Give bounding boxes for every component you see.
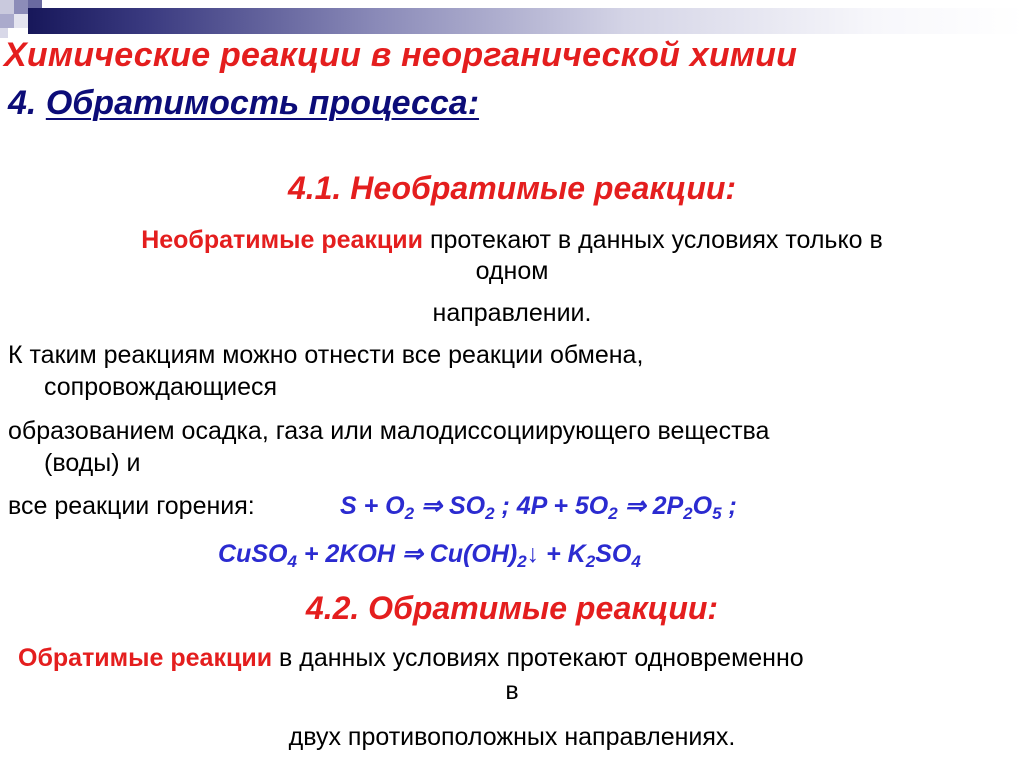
definition-term: Необратимые реакции (141, 226, 424, 254)
paragraph-line-combustion (8, 491, 255, 521)
definition-reversible (18, 643, 804, 673)
section-heading-irreversible: 4.1. Необратимые реакции: (287, 170, 737, 206)
precipitate-arrow-icon: ↓ (526, 540, 540, 568)
paragraph-line: образованием осадка, газа или малодиссоциирующего вещества (8, 417, 770, 445)
decor-square (14, 0, 28, 14)
paragraph-line: сопровождающиеся (44, 373, 278, 401)
paragraph-line: (воды) и (44, 449, 141, 477)
definition-continuation: двух противоположных направлениях. (288, 723, 736, 751)
slide-header-decoration (0, 0, 1024, 40)
definition-irreversible (0, 225, 1024, 255)
definition-continuation: одном (475, 257, 549, 285)
implies-arrow-icon: ⇒ (421, 492, 442, 520)
definition-text: в данных условиях протекают одновременно (272, 644, 804, 672)
decor-square (0, 0, 14, 14)
decor-square (0, 14, 14, 28)
subtitle-text: Обратимость процесса: (45, 84, 480, 122)
implies-arrow-icon: ⇒ (401, 540, 423, 568)
header-gradient-bar (28, 8, 1024, 34)
slide-title: Химические реакции в неорганической химии (4, 36, 798, 74)
slide-subtitle (8, 84, 479, 123)
equation-combustion: $S + O_2$ ⇒ $SO_2$ ; $4P + 5O_2$ ⇒ $2P_2O_5$ ; (340, 492, 737, 523)
section-heading-reversible: 4.2. Обратимые реакции: (305, 590, 719, 626)
definition-term: Обратимые реакции (18, 644, 273, 672)
paragraph-line: К таким реакциям можно отнести все реакции обмена, (8, 341, 644, 369)
definition-continuation: в (505, 677, 519, 705)
equation-exchange: CuSO$_4$ + 2KOH ⇒ $Cu(OH)_2↓ + K_2SO_4$ (218, 540, 641, 571)
subtitle-number: 4. (8, 84, 37, 122)
combustion-label: все реакции горения: (8, 492, 255, 520)
decor-square (28, 0, 42, 8)
decor-square (14, 14, 28, 28)
definition-continuation: направлении. (432, 299, 592, 327)
implies-arrow-icon: ⇒ (624, 492, 646, 520)
definition-text: протекают в данных условиях только в (423, 226, 883, 254)
